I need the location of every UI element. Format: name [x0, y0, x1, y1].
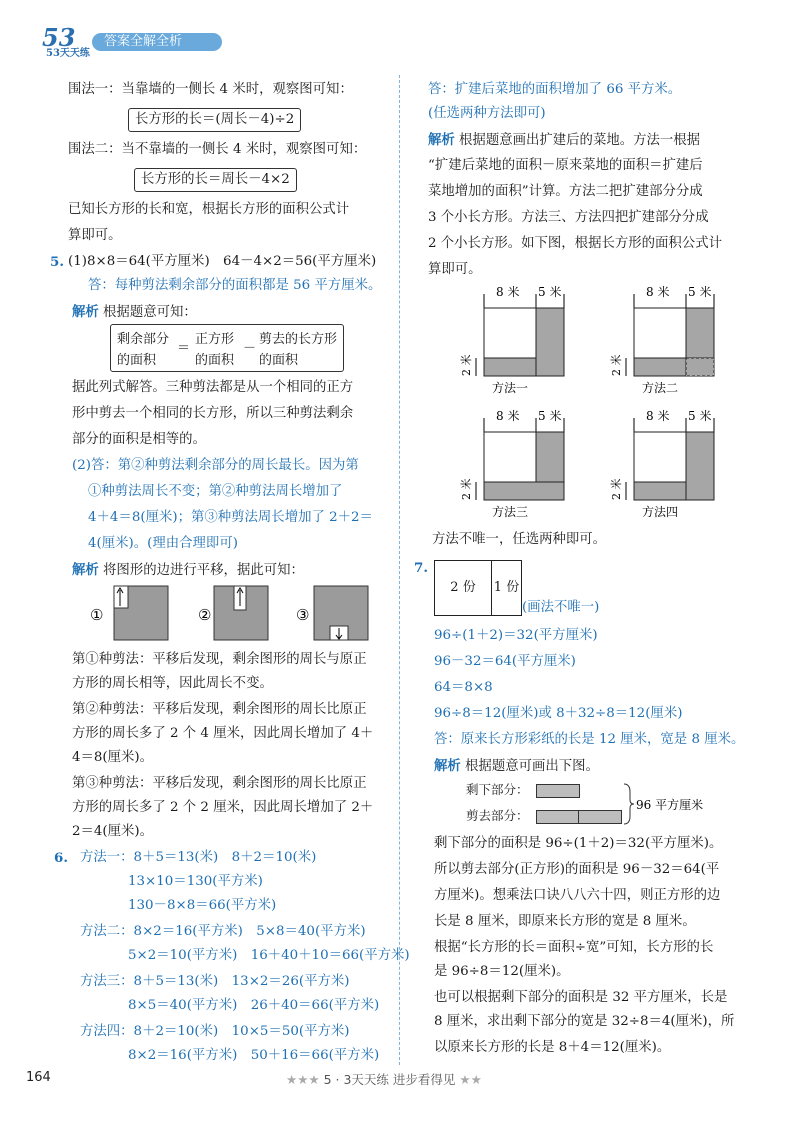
figure-label: ③	[296, 606, 310, 624]
right-line: 解析 根据题意可画出下图。	[434, 758, 599, 774]
q7-part-b: 1 份	[493, 580, 520, 595]
left-line: 算即可。	[68, 228, 122, 243]
method-line: 5×2＝10(平方米) 16＋40＋10＝66(平方米)	[128, 948, 410, 963]
bar-total: 96 平方厘米	[636, 798, 704, 812]
q7-step: 96÷(1＋2)＝32(平方厘米)	[434, 628, 598, 643]
q6-answer: 答：扩建后菜地的面积增加了 66 平方米。	[428, 82, 682, 97]
analysis-tag: 解析	[72, 562, 99, 578]
figure-3	[296, 586, 368, 640]
diagram-method-4	[609, 408, 714, 519]
method-line: 13×10＝130(平方米)	[128, 874, 263, 889]
q5-calc: (1)8×8＝64(平方厘米) 64－4×2＝56(平方厘米)	[68, 254, 377, 269]
svg-text:5 米: 5 米	[538, 409, 562, 423]
q5-answer-2: ①种剪法周长不变；第②种剪法周长增加了	[88, 484, 343, 499]
diagram-method-2	[609, 284, 714, 395]
method-caption: 方法四	[642, 505, 679, 519]
formula-term: 剪去的长方形	[259, 332, 338, 347]
figure-label: ②	[198, 606, 212, 624]
right-line: 也可以根据剩下部分的面积是 32 平方厘米，长是	[434, 990, 728, 1005]
method-line: 方法三：8＋5＝13(米) 13×2＝26(平方米)	[80, 974, 350, 989]
logo	[40, 22, 94, 62]
right-line: 方厘米)。想乘法口诀八八六十四，则正方形的边	[434, 888, 721, 903]
diagram-method-1	[459, 284, 564, 395]
left-line: 部分的面积是相等的。	[72, 432, 206, 447]
analysis-tag: 解析	[428, 132, 455, 148]
left-line: 4＝8(厘米)。	[72, 750, 154, 765]
method-caption: 方法一	[492, 381, 529, 395]
q6-number: 6.	[54, 850, 68, 866]
formula-box-2: 长方形的长＝周长－4×2	[134, 168, 297, 192]
svg-text:2 米: 2 米	[460, 354, 473, 376]
formula-term: 的面积	[117, 353, 157, 368]
right-line: 所以剪去部分(正方形)的面积是 96－32＝64(平	[434, 862, 720, 877]
q5-analysis-2	[72, 560, 304, 581]
formula-box-1: 长方形的长＝(周长－4)÷2	[128, 108, 301, 132]
method-line: 130－8×8＝66(平方米)	[128, 898, 277, 913]
q5-answer-2: 4(厘米)。(理由合理即可)	[88, 536, 238, 551]
bar-remaining	[536, 784, 580, 798]
left-line: 第①种剪法：平移后发现，剩余图形的周长与原正	[72, 652, 367, 667]
right-line: 菜地增加的面积”计算。方法二把扩建部分分成	[428, 184, 703, 199]
q5-answer: 答：每种剪法剩余部分的面积都是 56 平方厘米。	[88, 278, 382, 293]
formula-term: 正方形	[195, 332, 235, 347]
formula-term: 剩余部分	[117, 332, 170, 347]
q5-answer-2: (2)答：第②种剪法剩余部分的周长最长。因为第	[72, 458, 359, 473]
left-line: 方形的周长多了 2 个 4 厘米，因此周长增加了 4＋	[72, 726, 374, 741]
svg-text:2 米: 2 米	[460, 478, 473, 500]
method-caption: 方法二	[642, 381, 679, 395]
svg-text:8 米: 8 米	[646, 285, 670, 299]
q5-analysis	[72, 302, 197, 323]
left-line: 方形的周长相等，因此周长不变。	[72, 676, 273, 691]
q6-answer-note: (任选两种方法即可)	[428, 106, 546, 121]
right-line: 剩下部分的面积是 96÷(1＋2)＝32(平方厘米)。	[434, 836, 723, 851]
svg-text:2 米: 2 米	[610, 478, 623, 500]
q7-figure	[434, 560, 522, 616]
q5-analysis-text: 将图形的边进行平移，据此可知：	[103, 563, 304, 578]
cut-figures	[90, 582, 380, 642]
bar-label: 剩下部分：	[466, 782, 529, 797]
method-line: 方法一：8＋5＝13(米) 8＋2＝10(米)	[80, 850, 317, 865]
q7-step: 64＝8×8	[434, 680, 493, 695]
right-line: 长是 8 厘米，即原来长方形的宽是 8 厘米。	[434, 914, 696, 929]
right-line: 解析 根据题意画出扩建后的菜地。方法一根据	[428, 132, 701, 148]
q7-step: 96÷8＝12(厘米)或 8＋32÷8＝12(厘米)	[434, 706, 683, 721]
svg-text:8 米: 8 米	[646, 409, 670, 423]
svg-text:5 米: 5 米	[538, 285, 562, 299]
left-line: 围法二：当不靠墙的一侧长 4 米时，观察图可知：	[68, 142, 367, 157]
left-line: 方形的周长多了 2 个 2 厘米，因此周长增加了 2＋	[72, 800, 374, 815]
right-line: 根据“长方形的长＝面积÷宽”可知，长方形的长	[434, 940, 714, 955]
diagram-method-3	[459, 408, 564, 519]
bar-cut	[536, 810, 622, 824]
q7-step: 96－32＝64(平方厘米)	[434, 654, 576, 669]
q7-number: 7.	[414, 560, 428, 576]
equals-sign: ＝	[177, 341, 191, 356]
left-line: 据此列式解答。三种剪法都是从一个相同的正方	[72, 380, 354, 395]
figure-label: ①	[90, 606, 104, 624]
method-line: 方法二：8×2＝16(平方米) 5×8＝40(平方米)	[80, 924, 366, 939]
right-line: “扩建后菜地的面积－原来菜地的面积＝扩建后	[428, 158, 703, 173]
q7-answer: 答：原来长方形彩纸的长是 12 厘米，宽是 8 厘米。	[434, 732, 745, 747]
right-line: 2 个小长方形。如下图，根据长方形的面积公式计	[428, 236, 722, 251]
right-line: 算即可。	[428, 262, 482, 277]
svg-text:8 米: 8 米	[496, 285, 520, 299]
figure-1	[90, 586, 168, 640]
q5-answer-2: 4＋4＝8(厘米)；第③种剪法周长增加了 2＋2＝	[88, 510, 373, 525]
method-line: 方法四：8＋2＝10(米) 10×5＝50(平方米)	[80, 1024, 350, 1039]
formula-term: 的面积	[259, 353, 299, 368]
svg-text:8 米: 8 米	[496, 409, 520, 423]
analysis-tag: 解析	[434, 758, 461, 774]
left-line: 第③种剪法：平移后发现，剩余图形的周长比原正	[72, 776, 367, 791]
right-line: 是 96÷8＝12(厘米)。	[434, 964, 570, 979]
svg-text:53: 53	[42, 23, 76, 52]
left-line: 形中剪去一个相同的长方形，所以三种剪法剩余	[72, 406, 354, 421]
right-line: 8 厘米，求出剩下部分的宽是 32÷8＝4(厘米)，所	[434, 1014, 735, 1029]
formula-box-3	[110, 324, 344, 372]
left-line: 2＝4(厘米)。	[72, 824, 154, 839]
column-divider	[399, 75, 400, 1065]
garden-diagrams	[456, 284, 726, 534]
method-line: 8×2＝16(平方米) 50＋16＝66(平方米)	[128, 1048, 380, 1063]
svg-text:2 米: 2 米	[610, 354, 623, 376]
right-line: 以原来长方形的长是 8＋4＝12(厘米)。	[434, 1040, 671, 1055]
q5-analysis-text: 根据题意可知：	[103, 305, 197, 320]
right-line: 3 个小长方形。方法三、方法四把扩建部分分成	[428, 210, 709, 225]
header-badge: 答案全解全析	[104, 34, 183, 49]
left-line: 已知长方形的长和宽，根据长方形的面积公式计	[68, 202, 350, 217]
footer-slogan: ★★★ 5 · 3天天练 进步看得见 ★★	[286, 1072, 482, 1087]
bar-label: 剪去部分：	[466, 808, 529, 823]
right-line: 方法不唯一，任选两种即可。	[432, 532, 607, 547]
q7-figure-note: (画法不唯一)	[522, 600, 600, 615]
logo-text: 53天天练	[46, 48, 90, 58]
figure-2	[198, 586, 268, 640]
page-number: 164	[26, 1070, 51, 1085]
method-caption: 方法三	[492, 505, 529, 519]
analysis-tag: 解析	[72, 304, 99, 320]
method-line: 8×5＝40(平方米) 26＋40＝66(平方米)	[128, 998, 380, 1013]
svg-text:5 米: 5 米	[688, 285, 712, 299]
bar-brace	[622, 782, 742, 826]
q7-part-a: 2 份	[435, 561, 492, 615]
svg-text:5 米: 5 米	[688, 409, 712, 423]
logo-mark	[40, 22, 94, 58]
left-line: 围法一：当靠墙的一侧长 4 米时，观察图可知：	[68, 82, 353, 97]
formula-term: 的面积	[195, 353, 235, 368]
left-line: 第②种剪法：平移后发现，剩余图形的周长比原正	[72, 702, 367, 717]
q5-number: 5.	[50, 254, 64, 270]
minus-sign: －	[243, 341, 257, 356]
